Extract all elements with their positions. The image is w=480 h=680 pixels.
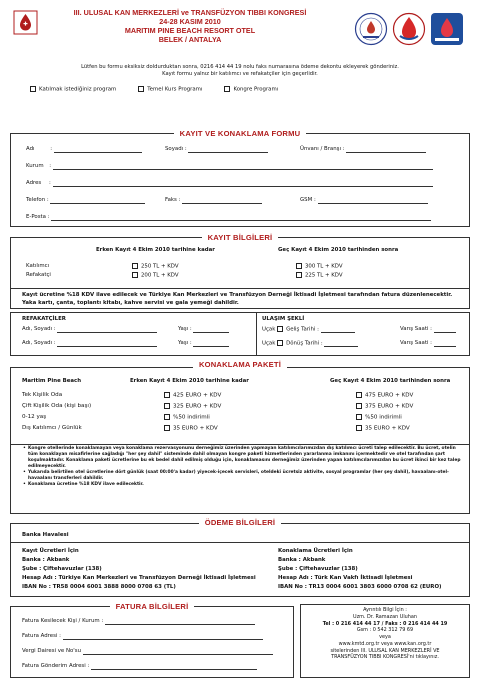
included-note: Yaka kartı, çanta, toplantı kitabı, kahve servisi ve gala yemeği dahildir. [22,300,239,306]
tax-office-field[interactable]: Vergi Dairesi ve No'su [22,648,273,655]
registration-form [10,6,470,669]
name-field[interactable]: Adı : [26,146,142,153]
left-iban: IBAN No : TR58 0004 6001 3888 8000 0708 63 (TL) [22,584,176,590]
departure-time-field[interactable]: Varış Saati : [400,340,456,347]
left-account: Hesap Adı : Türkiye Kan Merkezleri ve Transfüzyon Derneği İktisadi İşletmesi [22,575,256,581]
accommodation-late-option[interactable]: 375 EURO + KDV [356,403,413,410]
program-kongre: Kongre Programı [224,86,278,93]
divider [10,542,470,543]
header [10,6,470,93]
title-branch-field[interactable]: Ünvanı / Branşı : [300,146,426,153]
temel-kurs-checkbox[interactable] [138,86,144,92]
bank-transfer-label: Banka Havalesi [22,532,69,538]
foundation-logo-icon [430,12,464,46]
hotel-name: Maritim Pine Beach [22,378,82,384]
contact-websites[interactable]: www.kmtd.org.tr veya www.kan.org.tr [338,640,432,647]
arrival-checkbox[interactable] [277,326,283,332]
left-bank: Banka : Akbank [22,557,70,563]
contact-line: TRANSFÜZYON TIBBI KONGRESİ'ni tıklayınız. [331,654,439,661]
late-room-checkbox[interactable] [356,414,362,420]
section-title-invoice: FATURA BİLGİLERİ [10,602,294,611]
late-companion-checkbox[interactable] [296,272,302,278]
late-participant-option[interactable]: 300 TL + KDV [296,263,343,270]
early-room-checkbox[interactable] [164,425,170,431]
program-selection [30,86,470,93]
fax-field[interactable]: Faks : [165,197,262,204]
arrival-time-field[interactable]: Varış Saati : [400,326,456,333]
note-item: • Kongre otellerinde konaklamayan veya konaklama rezervasyonunu derneğimiz üzerinden yapmayan katılımcılarımızdan dış katılımcı ücreti talep edilecektir. Bu ücret, otelin tüm konaklayan misafirlerine sağladığı "her şey dahil" sisteminde dahil olmayan kongre paketi hizmetlerinden yararlanma imkanını içermektedir ve otel tarafından şart koşulmaktadır. Konaklama paketi ücretlerine bu ek bedel dahil edilmiş olduğu için, konaklamasını derneğimiz üzerinden yapan katılımcılarımızdan bu ücret ikinci bir kez talep edilmeyecektir. [28,446,462,470]
contact-info [300,607,470,661]
congress-title [40,8,340,44]
accommodation-early-option[interactable]: 425 EURO + KDV [164,392,221,399]
companion1-age-field[interactable]: Yaşı : [178,326,229,333]
society-seal-icon [354,12,388,46]
program-checkbox[interactable] [30,86,36,92]
section-title-payment: ÖDEME BİLGİLERİ [10,518,470,527]
accommodation-section [10,367,470,514]
accommodation-row-label: Çift Kişilik Oda (kişi başı) [22,403,92,409]
left-branch: Şube : Çiftehavuzlar (138) [22,566,102,572]
companion-label: Refakatçi [26,272,51,278]
accommodation-early-option[interactable]: 325 EURO + KDV [164,403,221,410]
contact-line: veya [379,634,391,641]
accommodation-early-option[interactable]: %50 indirimli [164,414,210,421]
right-payment-title: Konaklama Ücretleri İçin [278,548,353,554]
accommodation-row-label: Tek Kişilik Oda [22,392,63,398]
late-room-checkbox[interactable] [356,403,362,409]
congress-logo [13,10,38,35]
section-title-registration: KAYIT BİLGİLERİ [10,233,470,242]
early-participant-checkbox[interactable] [132,263,138,269]
invoice-person-field[interactable]: Fatura Kesilecek Kişi / Kurum : [22,618,255,625]
blood-drop-logo-icon [392,12,426,46]
early-room-checkbox[interactable] [164,414,170,420]
kongre-checkbox[interactable] [224,86,230,92]
right-branch: Şube : Çiftehavuzlar (138) [278,566,358,572]
late-room-checkbox[interactable] [356,425,362,431]
departure-checkbox[interactable] [277,340,283,346]
contact-phone: Tel : 0 216 414 44 17 / Faks : 0 216 414 44 19 [322,620,448,627]
accommodation-late-header: Geç Kayıt 4 Ekim 2010 tarihinden sonra [330,378,451,384]
companions-section [10,312,470,356]
contact-gsm: Gsm : 0 542 312 79 69 [356,627,414,634]
intro-line1: Lütfen bu formu eksiksiz doldurduktan sonra, 0216 414 44 19 nolu faks numarasına ödeme dekontu ekleyerek gönderiniz. [81,64,399,70]
accommodation-row-label: 0-12 yaş [22,414,47,420]
note-item: • Yukarıda belirtilen otel ücretlerine dört günlük (saat 00:00'a kadar) yiyecek-içecek servisleri, oteldeki ücretsiz aktivite, sosyal programlar (her şey dahil), havaalanı-otel-havaalanı transferleri dahildir. [28,470,462,482]
address-field[interactable]: Adres : [26,180,433,187]
arrival-flight-option[interactable]: Uçak Geliş Tarihi : [262,326,355,333]
late-companion-option[interactable]: 225 TL + KDV [296,272,343,279]
transport-title: ULAŞIM ŞEKLİ [262,316,305,322]
companion1-name-field[interactable]: Adı, Soyadı : [22,326,157,333]
contact-line: Ayrıntılı Bilgi İçin : [363,607,407,613]
accommodation-notes [22,446,462,488]
title-line2: 24-28 KASIM 2010 [159,17,221,26]
accommodation-early-header: Erken Kayıt 4 Ekim 2010 tarihine kadar [130,378,249,384]
early-room-checkbox[interactable] [164,392,170,398]
email-field[interactable]: E-Posta : [26,214,431,221]
right-bank: Banka : Akbank [278,557,326,563]
intro-line2: Kayıt formu yalnız bir katılımcı ve refakatçiler için geçerlidir. [162,70,318,77]
intro-text [10,64,470,77]
accommodation-row-label: Dış Katılımcı / Günlük [22,425,82,431]
late-room-checkbox[interactable] [356,392,362,398]
invoice-send-address-field[interactable]: Fatura Gönderim Adresi : [22,663,257,670]
accommodation-early-option[interactable]: 35 EURO + KDV [164,425,218,432]
participant-label: Katılımcı [26,263,50,269]
companion2-age-field[interactable]: Yaşı : [178,340,229,347]
late-participant-checkbox[interactable] [296,263,302,269]
program-label: Katılmak istediğiniz program [30,86,116,93]
program-temel-kurs: Temel Kurs Programı [138,86,202,93]
sponsor-logos [354,12,464,52]
accommodation-late-option[interactable]: 475 EURO + KDV [356,392,413,399]
accommodation-late-option[interactable]: 35 EURO + KDV [356,425,410,432]
early-companion-checkbox[interactable] [132,272,138,278]
note-item: • Konaklama ücretine %18 KDV ilave edilecektir. [28,482,462,488]
contact-line: sitelerinden III. ULUSAL KAN MERKEZLERİ VE [330,647,440,654]
right-iban: IBAN No : TR13 0004 6001 3803 6000 0708 62 (EURO) [278,584,442,590]
companion2-name-field[interactable]: Adı, Soyadı : [22,340,157,347]
early-companion-option[interactable]: 200 TL + KDV [132,272,179,279]
phone-field[interactable]: Telefon : [26,197,145,204]
section-title-accommodation: KONAKLAMA PAKETİ [10,360,470,369]
title-line1: III. ULUSAL KAN MERKEZLERİ ve TRANSFÜZYON TIBBI KONGRESİ [73,8,307,17]
divider-vertical [256,312,257,356]
surname-field[interactable]: Soyadı : [165,146,268,153]
institution-field[interactable]: Kurum : [26,163,433,170]
early-room-checkbox[interactable] [164,403,170,409]
early-participant-option[interactable]: 250 TL + KDV [132,263,179,270]
section-title-personal: KAYIT VE KONAKLAMA FORMU [10,129,470,138]
vat-note: Kayıt ücretine %18 KDV ilave edilecek ve Türkiye Kan Merkezleri ve Transfüzyon Derneği İktisadi İşletmesi tarafından fatura düzenlenecektir. [22,292,453,298]
gsm-field[interactable]: GSM : [300,197,428,204]
late-registration-header: Geç Kayıt 4 Ekim 2010 tarihinden sonra [278,247,399,253]
left-payment-title: Kayıt Ücretleri İçin [22,548,79,554]
accommodation-late-option[interactable]: %50 indirimli [356,414,402,421]
right-account: Hesap Adı : Türk Kan Vakfı İktisadi İşletmesi [278,575,413,581]
divider [10,288,470,289]
contact-name: Uzm. Dr. Ramazan Uluhan [353,613,417,620]
divider [10,444,470,445]
departure-flight-option[interactable]: Uçak Dönüş Tarihi : [262,340,358,347]
invoice-address-field[interactable]: Fatura Adresi : [22,633,263,640]
companions-title: REFAKATÇİLER [22,316,66,322]
title-line4: BELEK / ANTALYA [158,35,222,44]
early-registration-header: Erken Kayıt 4 Ekim 2010 tarihine kadar [96,247,215,253]
title-line3: MARITIM PINE BEACH RESORT OTEL [124,26,256,35]
